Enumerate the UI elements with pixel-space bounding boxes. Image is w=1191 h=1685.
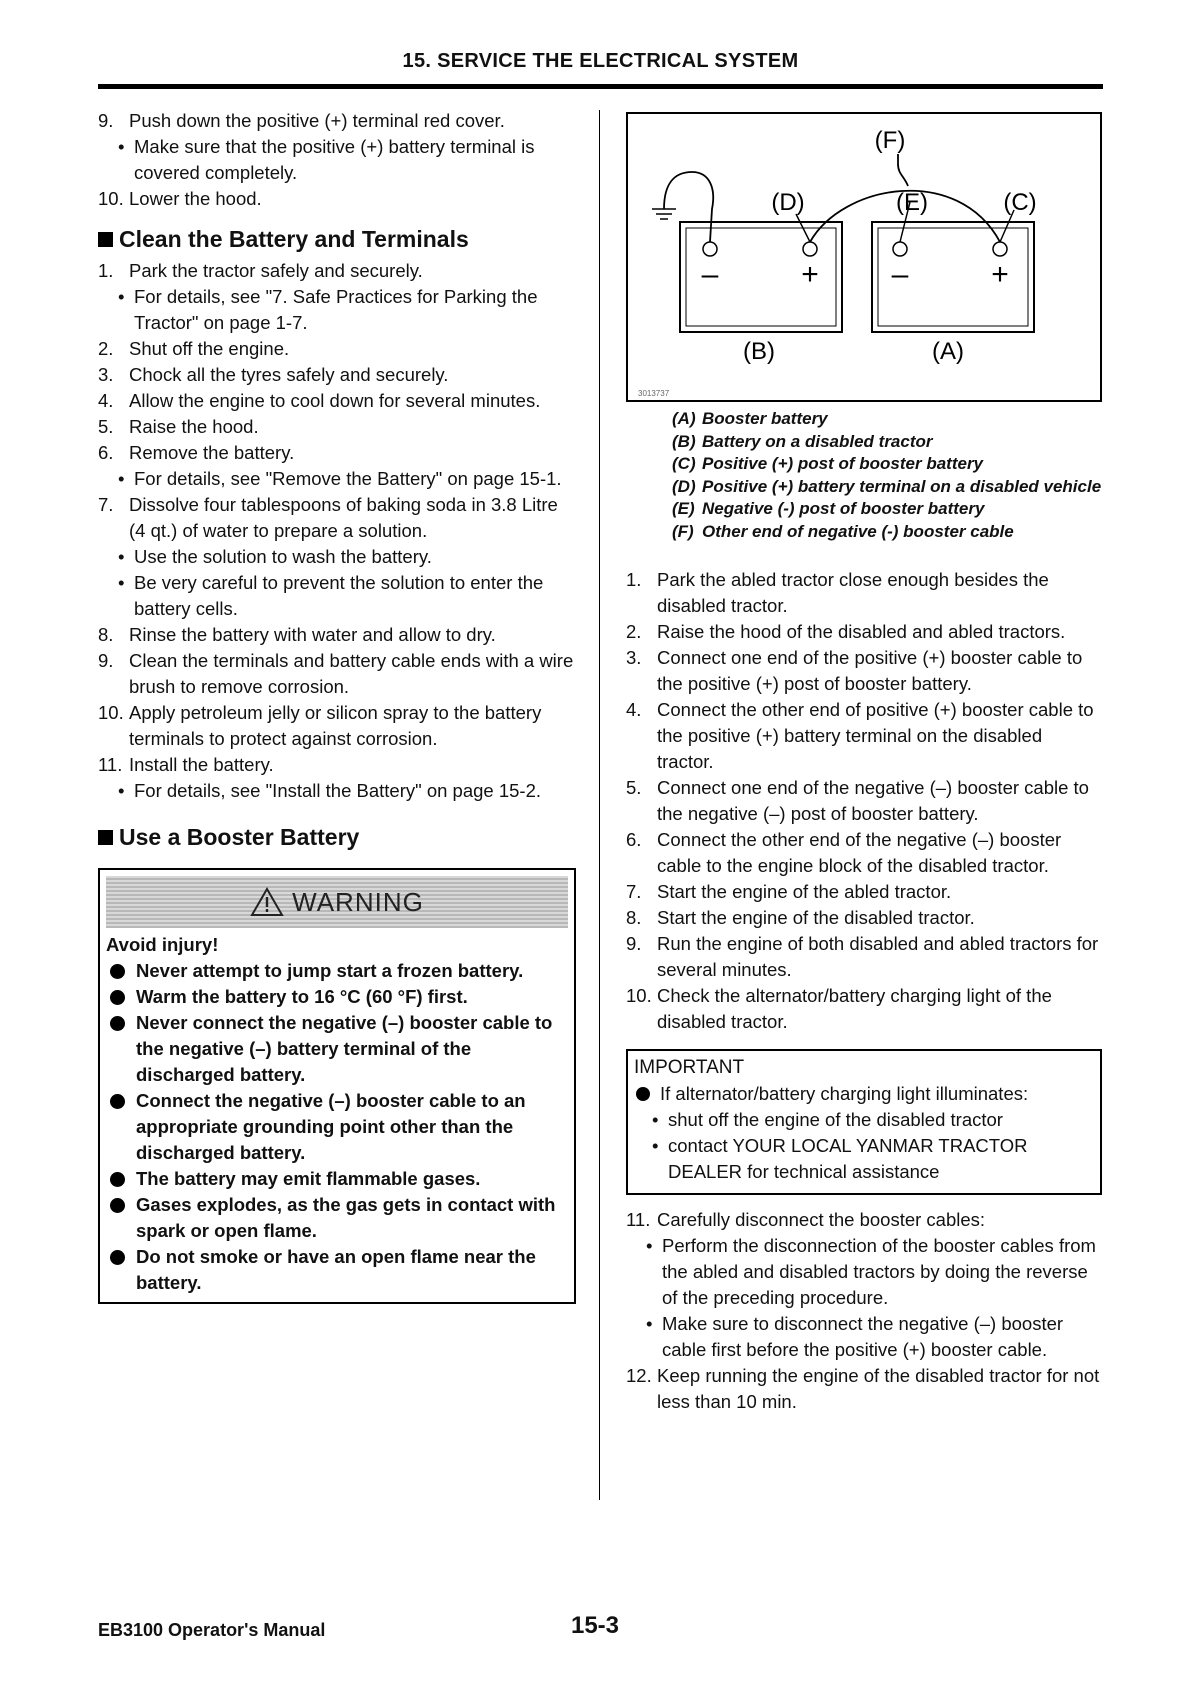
list-item-number: 10. <box>98 702 124 723</box>
section-heading-booster <box>98 824 576 850</box>
important-subs <box>634 1107 1094 1185</box>
warning-triangle-icon <box>250 887 284 917</box>
caption-text: Positive (+) battery terminal on a disabled vehicle <box>702 476 1102 496</box>
section-title: Use a Booster Battery <box>119 824 360 850</box>
list-item <box>626 645 1102 697</box>
right-column <box>626 112 1102 1415</box>
caption-item <box>672 408 1102 431</box>
important-line: If alternator/battery charging light illuminates: <box>634 1081 1094 1107</box>
list-item-text: Start the engine of the disabled tractor. <box>657 907 975 928</box>
list-item-number: 9. <box>626 933 642 954</box>
bullet-item: • Be very careful to prevent the solution to enter the battery cells. <box>98 570 576 622</box>
caption-key: (A) <box>672 409 696 428</box>
list-item <box>626 775 1102 827</box>
list-item-text: Clean the terminals and battery cable ends with a wire brush to remove corrosion. <box>129 650 574 697</box>
disabled-plus-sign: + <box>801 258 819 291</box>
list-item-number: 12. <box>626 1365 652 1386</box>
important-sub-item: • contact YOUR LOCAL YANMAR TRACTOR DEALER for technical assistance <box>634 1133 1094 1185</box>
list-item-text: Install the battery. <box>129 754 274 775</box>
list-item <box>626 931 1102 983</box>
list-item-text: Connect the other end of the negative (–) booster cable to the engine block of the disabled tractor. <box>657 829 1062 876</box>
warning-line-text: Gases explodes, as the gas gets in contact with spark or open flame. <box>136 1194 556 1241</box>
caption-text: Positive (+) post of booster battery <box>702 454 984 473</box>
bullet-dot-icon <box>110 1016 125 1031</box>
disconnect-steps-list <box>626 1207 1102 1415</box>
warning-line-text: Never attempt to jump start a frozen battery. <box>136 960 524 981</box>
disabled-minus-sign: – <box>701 258 719 291</box>
list-item-text: Rinse the battery with water and allow to dry. <box>129 624 496 645</box>
list-item-number: 2. <box>626 621 642 642</box>
figure-ref: 3013737 <box>638 389 670 398</box>
clean-steps-list <box>98 258 576 804</box>
warning-line <box>106 1244 568 1296</box>
caption-key: (C) <box>672 454 696 473</box>
caption-item <box>672 476 1102 499</box>
warning-header <box>106 876 568 928</box>
bullet-item: • Perform the disconnection of the booster cables from the abled and disabled tractors by doing the reverse of the preceding procedure. <box>626 1233 1102 1311</box>
caption-text: Booster battery <box>702 409 828 428</box>
list-item-number: 1. <box>626 569 642 590</box>
list-item-number: 3. <box>98 364 114 385</box>
list-item <box>98 700 576 752</box>
bullet-dot-icon <box>110 1172 125 1187</box>
list-item-text: Carefully disconnect the booster cables: <box>657 1209 986 1230</box>
bullet-dot-icon <box>110 964 125 979</box>
bullet-dot-icon <box>110 990 125 1005</box>
label-A: (A) <box>932 338 964 365</box>
negative-booster-cable <box>898 154 908 186</box>
list-item-text: Connect one end of the negative (–) booster cable to the negative (–) post of booster battery. <box>657 777 1089 824</box>
list-item-text: Allow the engine to cool down for several minutes. <box>129 390 541 411</box>
caption-key: (B) <box>672 431 696 451</box>
warning-line-text: Connect the negative (–) booster cable to an appropriate grounding point other than the discharged battery. <box>136 1090 526 1163</box>
list-item-number: 10. <box>98 188 124 209</box>
list-item-number: 9. <box>98 110 114 131</box>
booster-plus-sign: + <box>991 258 1009 291</box>
list-item-number: 11. <box>626 1209 651 1230</box>
page-header-title: 15. SERVICE THE ELECTRICAL SYSTEM <box>402 50 799 72</box>
list-item-text: Park the abled tractor close enough besides the disabled tractor. <box>657 569 1049 616</box>
list-item-number: 4. <box>626 699 642 720</box>
list-item-number: 3. <box>626 647 642 668</box>
list-item-text: Keep running the engine of the disabled tractor for not less than 10 min. <box>657 1365 1100 1412</box>
list-item <box>98 440 576 466</box>
list-item-text: Run the engine of both disabled and abled tractors for several minutes. <box>657 933 1099 980</box>
caption-text: Other end of negative (-) booster cable <box>702 521 1014 541</box>
bullet-item: • Use the solution to wash the battery. <box>98 544 576 570</box>
label-D: (D) <box>771 189 805 216</box>
list-item-text: Connect the other end of positive (+) booster cable to the positive (+) battery terminal on the disabled tractor. <box>657 699 1094 772</box>
list-item-number: 8. <box>626 907 642 928</box>
label-E: (E) <box>896 189 928 216</box>
label-F: (F) <box>874 127 906 154</box>
list-item-text: Dissolve four tablespoons of baking soda in 3.8 Litre (4 qt.) of water to prepare a solution. <box>129 494 558 541</box>
bullet-item: • Make sure to disconnect the negative (–) booster cable first before the positive (+) booster cable. <box>626 1311 1102 1363</box>
caption-key: (E) <box>672 499 695 518</box>
bullet-item: • For details, see "Remove the Battery" on page 15-1. <box>98 466 576 492</box>
list-item <box>98 492 576 544</box>
label-C: (C) <box>1003 189 1037 216</box>
list-item-text: Apply petroleum jelly or silicon spray to the battery terminals to protect against corrosion. <box>129 702 542 749</box>
caption-text: Negative (-) post of booster battery <box>702 499 985 518</box>
list-item-text: Remove the battery. <box>129 442 295 463</box>
list-item <box>98 108 576 134</box>
bullet-item: • For details, see "Install the Battery" on page 15-2. <box>98 778 576 804</box>
booster-steps-list <box>626 567 1102 1035</box>
booster-diagram-drawing <box>628 114 1104 404</box>
bullet-item: • Make sure that the positive (+) battery terminal is covered completely. <box>98 134 576 186</box>
caption-item <box>672 498 1102 521</box>
bullet-dot-icon <box>110 1094 125 1109</box>
footer-page-number: 15-3 <box>570 1612 620 1639</box>
caption-item <box>672 431 1102 454</box>
caption-item <box>672 453 1102 476</box>
bullet-item: • For details, see "7. Safe Practices for Parking the Tractor" on page 1-7. <box>98 284 576 336</box>
square-bullet-icon <box>98 830 113 845</box>
warning-line-text: Warm the battery to 16 °C (60 °F) first. <box>136 986 468 1007</box>
list-item-number: 6. <box>98 442 114 463</box>
list-item <box>626 879 1102 905</box>
caption-item <box>672 521 1102 544</box>
warning-line <box>106 1192 568 1244</box>
section-title: Clean the Battery and Terminals <box>119 226 469 252</box>
list-item <box>98 362 576 388</box>
bullet-dot-icon <box>110 1198 125 1213</box>
list-item-number: 11. <box>98 754 123 775</box>
label-B: (B) <box>743 338 775 365</box>
list-item-number: 10. <box>626 985 652 1006</box>
list-item-number: 4. <box>98 390 114 411</box>
warning-heading: WARNING <box>292 887 424 917</box>
list-item <box>98 388 576 414</box>
important-heading: IMPORTANT <box>634 1057 745 1078</box>
figure-captions <box>626 408 1102 543</box>
warning-line-text: The battery may emit flammable gases. <box>136 1168 481 1189</box>
list-item-text: Push down the positive (+) terminal red cover. <box>129 110 505 131</box>
left-column <box>98 108 576 1304</box>
list-item <box>98 258 576 284</box>
booster-minus-sign: – <box>891 258 909 291</box>
list-item-text: Park the tractor safely and securely. <box>129 260 423 281</box>
warning-line <box>106 1166 568 1192</box>
warning-avoid: Avoid injury! <box>106 934 219 955</box>
column-divider <box>599 110 600 1500</box>
list-item-number: 6. <box>626 829 642 850</box>
list-item <box>626 983 1102 1035</box>
important-box <box>626 1049 1102 1195</box>
warning-lines <box>106 958 568 1296</box>
list-item <box>626 1363 1102 1415</box>
list-item-number: 8. <box>98 624 114 645</box>
list-item <box>626 697 1102 775</box>
list-item-number: 5. <box>626 777 642 798</box>
header-rule <box>98 84 1103 89</box>
list-item <box>626 619 1102 645</box>
list-item <box>98 186 576 212</box>
list-item <box>98 336 576 362</box>
warning-line <box>106 984 568 1010</box>
list-item <box>98 752 576 778</box>
warning-line <box>106 1088 568 1166</box>
list-item-number: 1. <box>98 260 114 281</box>
list-item-text: Raise the hood of the disabled and abled tractors. <box>657 621 1066 642</box>
booster-diagram <box>626 112 1102 402</box>
list-item <box>626 567 1102 619</box>
intro-list <box>98 108 576 212</box>
warning-line-text: Never connect the negative (–) booster cable to the negative (–) battery terminal of the discharged battery. <box>136 1012 553 1085</box>
list-item <box>626 905 1102 931</box>
list-item <box>98 414 576 440</box>
list-item-number: 7. <box>626 881 642 902</box>
list-item-text: Start the engine of the abled tractor. <box>657 881 952 902</box>
bullet-dot-icon <box>110 1250 125 1265</box>
list-item-number: 2. <box>98 338 114 359</box>
list-item-text: Lower the hood. <box>129 188 262 209</box>
list-item-number: 7. <box>98 494 114 515</box>
list-item-number: 5. <box>98 416 114 437</box>
list-item-text: Chock all the tyres safely and securely. <box>129 364 449 385</box>
list-item-text: Connect one end of the positive (+) booster cable to the positive (+) post of booster battery. <box>657 647 1083 694</box>
warning-box <box>98 868 576 1304</box>
caption-text: Battery on a disabled tractor <box>702 431 933 451</box>
list-item-text: Raise the hood. <box>129 416 259 437</box>
caption-key: (F) <box>672 521 694 541</box>
list-item-number: 9. <box>98 650 114 671</box>
square-bullet-icon <box>98 232 113 247</box>
list-item <box>98 648 576 700</box>
list-item <box>626 827 1102 879</box>
list-item-text: Check the alternator/battery charging light of the disabled tractor. <box>657 985 1052 1032</box>
list-item <box>626 1207 1102 1233</box>
caption-key: (D) <box>672 476 696 496</box>
footer-manual-title: EB3100 Operator's Manual <box>98 1620 326 1640</box>
section-heading-clean <box>98 226 576 252</box>
list-item-text: Shut off the engine. <box>129 338 290 359</box>
bullet-dot-icon <box>636 1087 650 1101</box>
warning-line <box>106 958 568 984</box>
important-sub-item: • shut off the engine of the disabled tractor <box>634 1107 1094 1133</box>
warning-line-text: Do not smoke or have an open flame near the battery. <box>136 1246 536 1293</box>
warning-line <box>106 1010 568 1088</box>
list-item <box>98 622 576 648</box>
